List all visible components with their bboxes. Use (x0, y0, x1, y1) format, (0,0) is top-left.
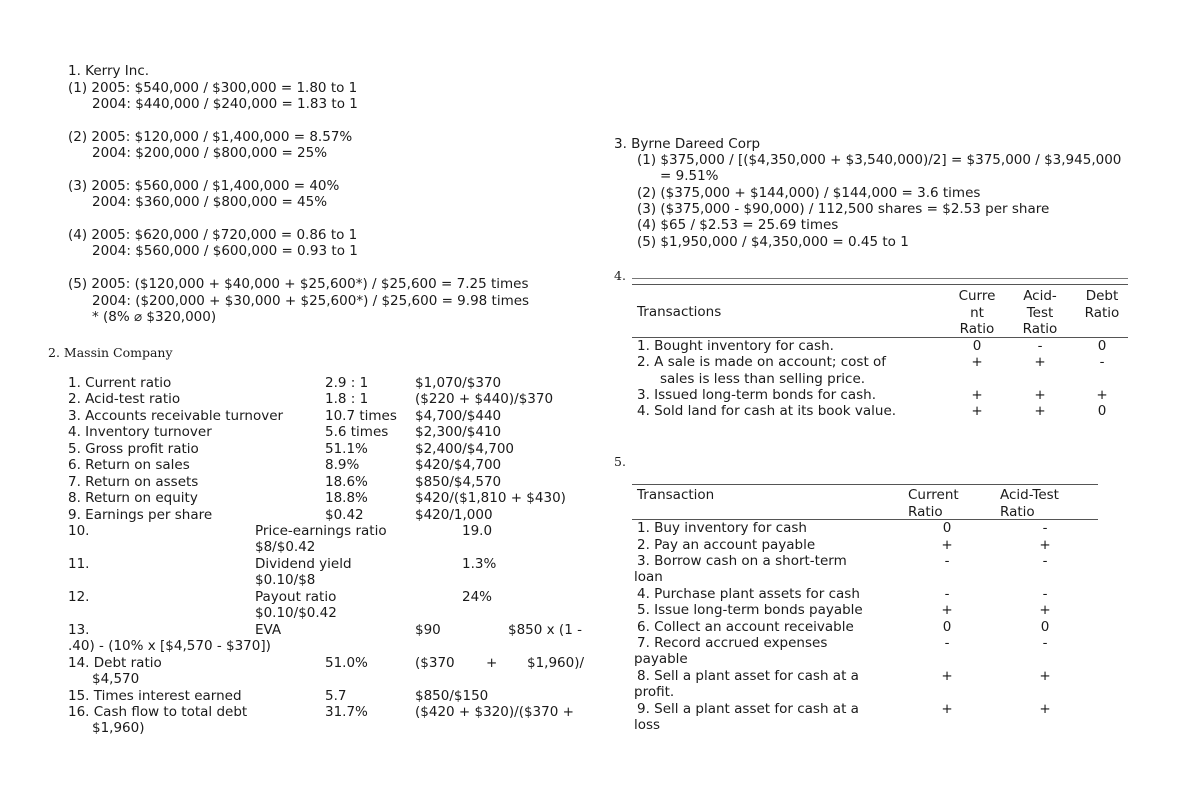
section-title: 1. Kerry Inc. (68, 63, 150, 79)
ratio-formula: $1,960) (92, 720, 145, 736)
ratio-value: 5.7 (325, 688, 347, 704)
ratio-label: Dividend yield (255, 556, 352, 572)
ratio-value: 18.6% (325, 474, 368, 490)
ratio-line: 2004: $440,000 / $240,000 = 1.83 to 1 (92, 96, 358, 112)
ratio-value: 18.8% (325, 490, 368, 506)
section-number: 5. (614, 454, 626, 469)
ratio-label: 5. Gross profit ratio (68, 441, 199, 457)
ratio-line: 2004: $360,000 / $800,000 = 45% (92, 194, 328, 210)
column-header-transactions: Transactions (637, 304, 722, 320)
ratio-line: (5) 2005: ($120,000 + $40,000 + $25,600*) / $25,600 = 7.25 times (68, 276, 529, 292)
ratio-line: (4) 2005: $620,000 / $720,000 = 0.86 to 1 (68, 227, 358, 243)
ratio-label: 6. Return on sales (68, 457, 190, 473)
ratio-formula: $2,300/$410 (415, 424, 502, 440)
ratio-number: 13. (68, 622, 90, 638)
ratio-label: EVA (255, 622, 282, 638)
ratio-value: $0.42 (325, 507, 364, 523)
ratio-line: (2) ($375,000 + $144,000) / $144,000 = 3.6 times (637, 185, 981, 201)
ratio-line: (5) $1,950,000 / $4,350,000 = 0.45 to 1 (637, 234, 909, 250)
ratio-formula: $4,570 (92, 671, 140, 687)
ratio-formula: $420/($1,810 + $430) (415, 490, 566, 506)
ratio-formula: ($220 + $440)/$370 (415, 391, 554, 407)
ratio-value: 1.8 : 1 (325, 391, 369, 407)
ratio-formula: ($420 + $320)/($370 + (415, 704, 574, 720)
ratio-label: Price-earnings ratio (255, 523, 387, 539)
ratio-value: $90 (415, 622, 441, 638)
ratio-formula: $1,960)/ (527, 655, 585, 671)
ratio-value: 24% (462, 589, 493, 605)
ratio-formula: $850/$150 (415, 688, 489, 704)
ratio-value: 5.6 times (325, 424, 389, 440)
ratio-formula: ($370 (415, 655, 455, 671)
table-top-rule (632, 484, 1098, 485)
ratio-formula: + (486, 655, 498, 671)
ratio-line: = 9.51% (660, 168, 719, 184)
ratio-label: 4. Inventory turnover (68, 424, 212, 440)
ratio-formula: $1,070/$370 (415, 375, 502, 391)
ratio-line: (3) ($375,000 - $90,000) / 112,500 shares = $2.53 per share (637, 201, 1050, 217)
ratio-formula: $4,700/$440 (415, 408, 502, 424)
column-header-current-ratio: Current Ratio (908, 487, 959, 520)
ratio-line: 2004: $560,000 / $600,000 = 0.93 to 1 (92, 243, 358, 259)
ratio-line: (1) 2005: $540,000 / $300,000 = 1.80 to 1 (68, 80, 358, 96)
ratio-formula: $8/$0.42 (255, 539, 316, 555)
ratio-formula: $2,400/$4,700 (415, 441, 515, 457)
ratio-label: 8. Return on equity (68, 490, 198, 506)
underline (632, 278, 1128, 279)
column-header-acid-test-ratio: Acid-Test Ratio (1000, 487, 1059, 520)
ratio-number: 10. (68, 523, 90, 539)
ratio-value: 8.9% (325, 457, 360, 473)
ratio-value: 2.9 : 1 (325, 375, 369, 391)
ratio-line: 2004: ($200,000 + $30,000 + $25,600*) / $25,600 = 9.98 times (92, 293, 530, 309)
ratio-label: 16. Cash flow to total debt (68, 704, 248, 720)
ratio-label: 3. Accounts receivable turnover (68, 408, 284, 424)
ratio-line: (4) $65 / $2.53 = 25.69 times (637, 217, 839, 233)
ratio-number: 12. (68, 589, 90, 605)
ratio-line: 2004: $200,000 / $800,000 = 25% (92, 145, 328, 161)
ratio-value: 10.7 times (325, 408, 397, 424)
ratio-formula: $0.10/$8 (255, 572, 316, 588)
ratio-label: 15. Times interest earned (68, 688, 242, 704)
column-header-transaction: Transaction (637, 487, 715, 503)
ratio-label: 9. Earnings per share (68, 507, 213, 523)
table-top-rule (632, 284, 1128, 285)
ratio-label: Payout ratio (255, 589, 337, 605)
ratio-line: (2) 2005: $120,000 / $1,400,000 = 8.57% (68, 129, 353, 145)
ratio-formula: $0.10/$0.42 (255, 605, 337, 621)
ratio-label: 7. Return on assets (68, 474, 199, 490)
ratio-formula: $420/1,000 (415, 507, 493, 523)
ratio-value: 31.7% (325, 704, 368, 720)
ratio-value: 51.1% (325, 441, 368, 457)
footnote: * (8% ⌀ $320,000) (92, 309, 217, 325)
ratio-value: 51.0% (325, 655, 368, 671)
ratio-label: 1. Current ratio (68, 375, 172, 391)
ratio-label: 14. Debt ratio (68, 655, 162, 671)
ratio-line: (1) $375,000 / [($4,350,000 + $3,540,000)/2] = $375,000 / $3,945,000 (637, 152, 1122, 168)
ratio-number: 11. (68, 556, 90, 572)
section-number: 4. (614, 268, 626, 283)
ratio-formula: .40) - (10% x [$4,570 - $370]) (68, 638, 271, 654)
section-title: 2. Massin Company (48, 345, 173, 360)
column-header-debt-ratio: Debt Ratio (1084, 288, 1120, 321)
section-title: 3. Byrne Dareed Corp (614, 136, 761, 152)
ratio-label: 2. Acid-test ratio (68, 391, 181, 407)
column-header-current-ratio: Curre nt Ratio (958, 288, 996, 337)
ratio-value: 1.3% (462, 556, 497, 572)
ratio-formula: $850 x (1 - (508, 622, 582, 638)
ratio-value: 19.0 (462, 523, 493, 539)
ratio-formula: $420/$4,700 (415, 457, 502, 473)
ratio-line: (3) 2005: $560,000 / $1,400,000 = 40% (68, 178, 340, 194)
ratio-formula: $850/$4,570 (415, 474, 502, 490)
column-header-acid-test-ratio: Acid- Test Ratio (1022, 288, 1058, 337)
